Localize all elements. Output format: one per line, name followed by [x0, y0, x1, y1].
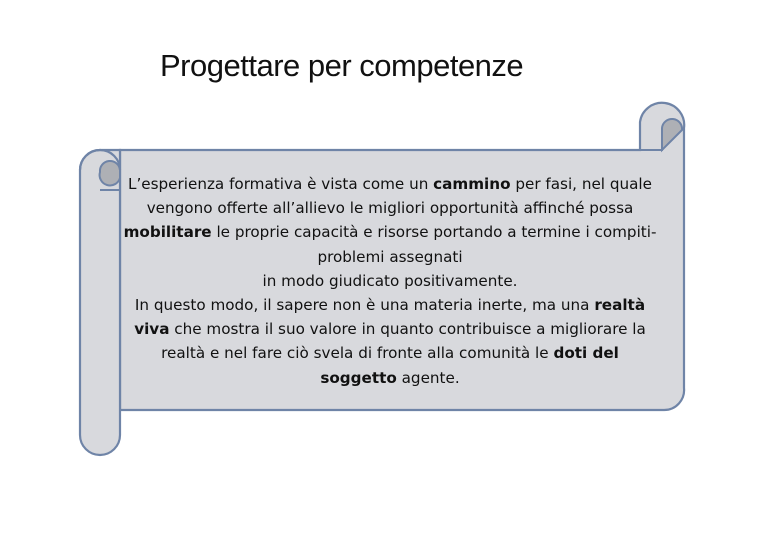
- bold-term-doti-del-soggetto: doti del soggetto: [320, 344, 619, 387]
- text-segment: L’esperienza formativa è vista come un: [128, 175, 434, 193]
- bold-term-mobilitare: mobilitare: [123, 223, 212, 242]
- text-segment: agente.: [396, 368, 460, 387]
- scroll-left-curl: [100, 161, 120, 185]
- bold-term-realta-viva: realtà viva: [134, 296, 646, 339]
- text-segment: in modo giudicato positivamente.: [262, 271, 518, 290]
- bold-term-cammino: cammino: [433, 175, 511, 193]
- scroll-text: [122, 172, 658, 390]
- text-segment: le proprie capacità e risorse portando a termine i compiti-problemi assegnati: [211, 223, 657, 266]
- text-segment: per fasi, nel quale vengono offerte all’allievo le migliori opportunità affinché possa: [146, 175, 652, 218]
- text-segment: che mostra il suo valore in quanto contribuisce a migliorare la realtà e nel fare ciò svela di fronte alla comunità le: [161, 320, 646, 363]
- text-segment: In questo modo, il sapere non è una materia inerte, ma una: [134, 296, 595, 315]
- page-title: Progettare per competenze: [160, 48, 524, 83]
- scroll-left-roll: [80, 150, 120, 455]
